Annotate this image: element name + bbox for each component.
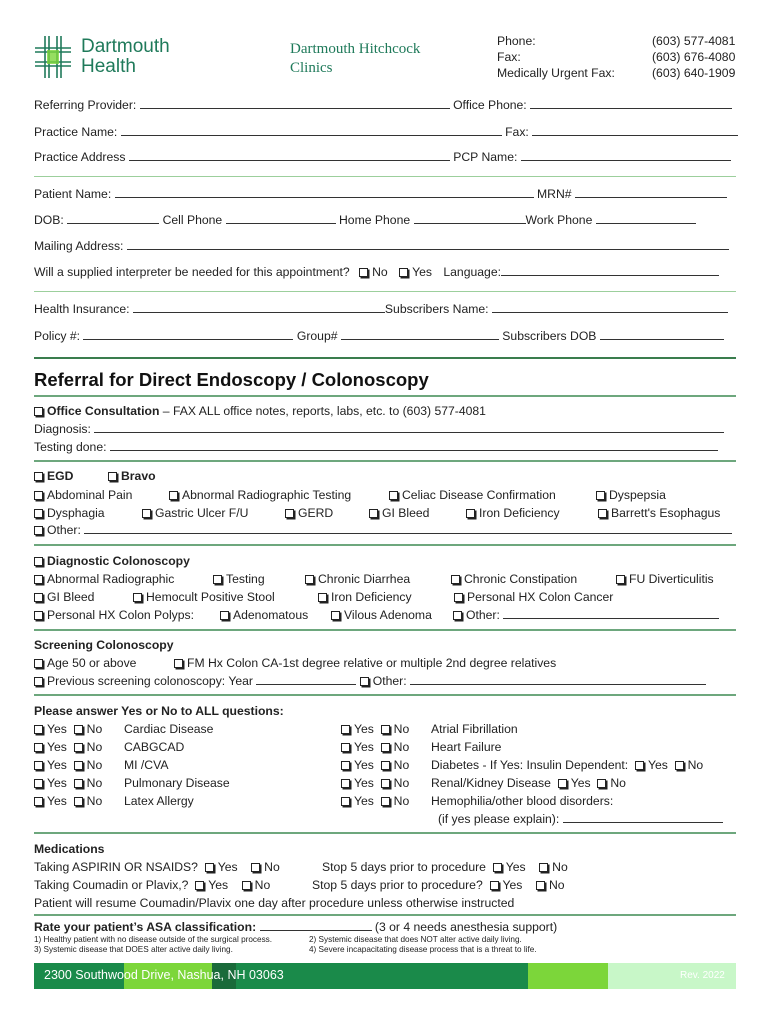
urgent-fax-value: (603) 640-1909 bbox=[652, 66, 736, 80]
no-checkbox[interactable] bbox=[381, 743, 390, 752]
egd-abnormal-radiographic: Abnormal Radiographic Testing bbox=[182, 488, 352, 502]
contact-labels bbox=[497, 33, 615, 81]
no-checkbox[interactable] bbox=[242, 881, 251, 890]
cell-phone-field[interactable] bbox=[226, 213, 336, 224]
testing-done-label: Testing done: bbox=[34, 440, 107, 454]
checkbox[interactable] bbox=[369, 509, 378, 518]
diag-option bbox=[305, 572, 410, 586]
no-checkbox[interactable] bbox=[381, 797, 390, 806]
medications-heading: Medications bbox=[34, 842, 105, 856]
work-phone-field[interactable] bbox=[596, 213, 696, 224]
resume-note: Patient will resume Coumadin/Plavix one day after procedure unless otherwise instructed bbox=[34, 896, 515, 910]
provider-row-1 bbox=[34, 98, 732, 112]
yes-label: Yes bbox=[354, 776, 374, 790]
stop1-question: Stop 5 days prior to procedure bbox=[322, 860, 486, 874]
egd-other-row bbox=[34, 523, 732, 537]
checkbox[interactable] bbox=[34, 509, 43, 518]
no-label: No bbox=[254, 878, 271, 892]
no-label: No bbox=[86, 758, 103, 772]
diag-iron-deficiency: Iron Deficiency bbox=[331, 590, 412, 604]
yes-checkbox[interactable] bbox=[341, 779, 350, 788]
provider-row-3 bbox=[34, 150, 731, 164]
checkbox[interactable] bbox=[220, 611, 229, 620]
subscribers-name-field[interactable] bbox=[492, 302, 728, 313]
no-label: No bbox=[687, 758, 704, 772]
yes-checkbox[interactable] bbox=[34, 761, 43, 770]
aspirin-row bbox=[34, 860, 280, 874]
office-phone-label: Office Phone: bbox=[453, 98, 527, 112]
screening-heading: Screening Colonoscopy bbox=[34, 638, 174, 652]
diag-abnormal-radiographic: Abnormal Radiographic bbox=[47, 572, 175, 586]
clinic-line1: Dartmouth Hitchcock bbox=[290, 41, 421, 57]
checkbox[interactable] bbox=[598, 509, 607, 518]
yes-label: Yes bbox=[647, 758, 668, 772]
checkbox[interactable] bbox=[360, 677, 369, 686]
mailing-address-label: Mailing Address: bbox=[34, 239, 124, 253]
q-pulmonary: Pulmonary Disease bbox=[124, 776, 230, 790]
policy-label: Policy #: bbox=[34, 329, 81, 343]
egd-option bbox=[369, 506, 429, 520]
referring-provider-field[interactable] bbox=[140, 98, 450, 109]
q-row bbox=[341, 722, 409, 736]
fax-label-provider: Fax: bbox=[505, 125, 529, 139]
practice-name-field[interactable] bbox=[121, 125, 502, 136]
no-checkbox[interactable] bbox=[539, 863, 548, 872]
egd-label: EGD bbox=[47, 469, 74, 483]
clinic-line2: Clinics bbox=[290, 60, 333, 76]
no-label: No bbox=[86, 722, 103, 736]
q-row bbox=[341, 776, 409, 790]
yes-checkbox[interactable] bbox=[34, 797, 43, 806]
no-checkbox[interactable] bbox=[381, 779, 390, 788]
office-consult-checkbox[interactable] bbox=[34, 407, 43, 416]
q-row bbox=[341, 740, 409, 754]
no-checkbox[interactable] bbox=[597, 779, 606, 788]
checkbox[interactable] bbox=[34, 491, 43, 500]
patient-row-1 bbox=[34, 187, 727, 201]
egd-other-label: Other: bbox=[47, 523, 81, 537]
no-label: No bbox=[548, 878, 565, 892]
yes-label: Yes bbox=[502, 878, 523, 892]
no-label: No bbox=[86, 776, 103, 790]
provider-row-2 bbox=[34, 125, 738, 139]
divider bbox=[34, 914, 736, 916]
office-consult-text: – FAX ALL office notes, reports, labs, etc. to (603) 577-4081 bbox=[159, 404, 486, 418]
q-explain-label: (if yes please explain): bbox=[438, 812, 560, 826]
q-diabetes: Diabetes - If Yes: Insulin Dependent: bbox=[431, 758, 629, 772]
yes-label: Yes bbox=[354, 758, 374, 772]
asa-class-4: 4) Severe incapacitating disease process that is a threat to life. bbox=[309, 945, 537, 954]
practice-address-label: Practice Address bbox=[34, 150, 126, 164]
q-mi-cva: MI /CVA bbox=[124, 758, 169, 772]
diag-personal-hx-polyps: Personal HX Colon Polyps: bbox=[47, 608, 194, 622]
diag-option bbox=[34, 572, 174, 586]
checkbox[interactable] bbox=[466, 509, 475, 518]
diag-hemocult: Hemocult Positive Stool bbox=[146, 590, 275, 604]
yes-checkbox[interactable] bbox=[34, 725, 43, 734]
q-cardiac: Cardiac Disease bbox=[124, 722, 214, 736]
logo-line2: Health bbox=[81, 56, 136, 77]
divider bbox=[34, 357, 736, 359]
diag-option bbox=[454, 590, 613, 604]
subscribers-dob-field[interactable] bbox=[600, 329, 724, 340]
phone-label: Phone: bbox=[497, 34, 536, 48]
asa-class-2: 2) Systemic disease that does NOT alter active daily living. bbox=[309, 935, 522, 944]
health-insurance-field[interactable] bbox=[133, 302, 385, 313]
testing-done-row bbox=[34, 440, 718, 454]
q-row bbox=[34, 776, 102, 790]
no-checkbox[interactable] bbox=[381, 725, 390, 734]
q-row bbox=[34, 794, 102, 808]
policy-field[interactable] bbox=[83, 329, 293, 340]
diag-vilous-adenoma: Vilous Adenoma bbox=[344, 608, 432, 622]
bravo-checkbox[interactable] bbox=[108, 472, 117, 481]
divider bbox=[34, 395, 736, 397]
checkbox[interactable] bbox=[453, 611, 462, 620]
diagnosis-label: Diagnosis: bbox=[34, 422, 91, 436]
insurance-row-2 bbox=[34, 329, 724, 343]
no-checkbox[interactable] bbox=[251, 863, 260, 872]
diag-gi-bleed: GI Bleed bbox=[47, 590, 95, 604]
egd-gi-bleed: GI Bleed bbox=[382, 506, 430, 520]
group-field[interactable] bbox=[341, 329, 499, 340]
yes-label: Yes bbox=[208, 878, 229, 892]
no-checkbox[interactable] bbox=[536, 881, 545, 890]
footer-rev: Rev. 2022 bbox=[680, 970, 725, 981]
fax-value: (603) 676-4080 bbox=[652, 50, 736, 64]
yes-checkbox[interactable] bbox=[341, 761, 350, 770]
diagnostic-checkbox[interactable] bbox=[34, 557, 43, 566]
egd-option bbox=[142, 506, 248, 520]
egd-gastric-ulcer: Gastric Ulcer F/U bbox=[155, 506, 249, 520]
yes-checkbox[interactable] bbox=[195, 881, 204, 890]
patient-row-3 bbox=[34, 239, 729, 253]
health-insurance-label: Health Insurance: bbox=[34, 302, 130, 316]
egd-barretts: Barrett's Esophagus bbox=[611, 506, 721, 520]
fax-field[interactable] bbox=[532, 125, 738, 136]
home-phone-field[interactable] bbox=[414, 213, 526, 224]
no-label: No bbox=[393, 722, 410, 736]
interpreter-no-checkbox[interactable] bbox=[359, 268, 368, 277]
yes-label: Yes bbox=[570, 776, 591, 790]
checkbox[interactable] bbox=[596, 491, 605, 500]
yes-checkbox[interactable] bbox=[558, 779, 567, 788]
no-checkbox[interactable] bbox=[74, 779, 83, 788]
q-explain-row bbox=[438, 812, 723, 826]
no-checkbox[interactable] bbox=[74, 743, 83, 752]
no-checkbox[interactable] bbox=[675, 761, 684, 770]
q-row bbox=[341, 794, 409, 808]
footer-band-lime-2 bbox=[528, 963, 608, 989]
egd-other-field[interactable] bbox=[84, 523, 732, 534]
diag-option bbox=[133, 590, 275, 604]
patient-row-2 bbox=[34, 213, 696, 227]
office-phone-field[interactable] bbox=[530, 98, 732, 109]
no-label: No bbox=[86, 794, 103, 808]
egd-option bbox=[466, 506, 560, 520]
egd-checkbox[interactable] bbox=[34, 472, 43, 481]
divider bbox=[34, 291, 736, 292]
q-explain-field[interactable] bbox=[563, 812, 723, 823]
checkbox[interactable] bbox=[305, 575, 314, 584]
checkbox[interactable] bbox=[169, 491, 178, 500]
checkbox[interactable] bbox=[318, 593, 327, 602]
yes-label: Yes bbox=[217, 860, 238, 874]
diag-other-field[interactable] bbox=[503, 608, 719, 619]
screening-previous: Previous screening colonoscopy: Year bbox=[47, 674, 253, 688]
stop2-row bbox=[312, 878, 565, 892]
pcp-name-label: PCP Name: bbox=[453, 150, 518, 164]
interpreter-yes-label: Yes bbox=[412, 265, 432, 279]
mailing-address-field[interactable] bbox=[127, 239, 729, 250]
egd-dysphagia: Dysphagia bbox=[47, 506, 105, 520]
checkbox[interactable] bbox=[213, 575, 222, 584]
diag-option bbox=[616, 572, 714, 586]
egd-iron-deficiency: Iron Deficiency bbox=[479, 506, 560, 520]
pcp-name-field[interactable] bbox=[521, 150, 731, 161]
yes-checkbox[interactable] bbox=[205, 863, 214, 872]
yes-label: Yes bbox=[47, 758, 67, 772]
divider bbox=[34, 832, 736, 834]
asa-field[interactable] bbox=[260, 920, 372, 931]
checkbox[interactable] bbox=[34, 677, 43, 686]
dob-field[interactable] bbox=[67, 213, 159, 224]
egd-celiac: Celiac Disease Confirmation bbox=[402, 488, 556, 502]
yes-label: Yes bbox=[47, 794, 67, 808]
diagnostic-heading-row bbox=[34, 554, 190, 568]
no-label: No bbox=[86, 740, 103, 754]
group-label: Group# bbox=[296, 329, 338, 343]
q-row bbox=[34, 722, 102, 736]
coumadin-row bbox=[34, 878, 270, 892]
yes-checkbox[interactable] bbox=[34, 743, 43, 752]
q-cabgcad: CABGCAD bbox=[124, 740, 185, 754]
checkbox[interactable] bbox=[454, 593, 463, 602]
diag-personal-hx-cancer: Personal HX Colon Cancer bbox=[467, 590, 614, 604]
home-phone-label: Home Phone bbox=[338, 213, 411, 227]
q-diabetes-row bbox=[431, 758, 703, 772]
yes-label: Yes bbox=[354, 794, 374, 808]
no-label: No bbox=[393, 776, 410, 790]
yes-checkbox[interactable] bbox=[490, 881, 499, 890]
diag-other-label: Other: bbox=[466, 608, 500, 622]
yes-checkbox[interactable] bbox=[341, 725, 350, 734]
yes-label: Yes bbox=[505, 860, 526, 874]
egd-option bbox=[285, 506, 333, 520]
yes-label: Yes bbox=[354, 722, 374, 736]
no-label: No bbox=[393, 758, 410, 772]
diagnostic-heading: Diagnostic Colonoscopy bbox=[47, 554, 190, 568]
bravo-option bbox=[108, 469, 156, 483]
phone-value: (603) 577-4081 bbox=[652, 34, 736, 48]
checkbox[interactable] bbox=[389, 491, 398, 500]
practice-name-label: Practice Name: bbox=[34, 125, 118, 139]
no-label: No bbox=[393, 794, 410, 808]
screening-year-field[interactable] bbox=[256, 674, 356, 685]
diag-chronic-diarrhea: Chronic Diarrhea bbox=[318, 572, 411, 586]
mrn-label: MRN# bbox=[537, 187, 572, 201]
egd-option bbox=[598, 506, 720, 520]
diagnosis-row bbox=[34, 422, 724, 436]
contact-values bbox=[652, 33, 735, 81]
stop1-row bbox=[322, 860, 568, 874]
checkbox[interactable] bbox=[451, 575, 460, 584]
no-label: No bbox=[552, 860, 568, 874]
testing-done-field[interactable] bbox=[110, 440, 718, 451]
divider bbox=[34, 544, 736, 546]
patient-name-label: Patient Name: bbox=[34, 187, 112, 201]
diag-option bbox=[213, 572, 265, 586]
q-row bbox=[34, 758, 102, 772]
fax-label: Fax: bbox=[497, 50, 521, 64]
q-renal-row bbox=[431, 776, 626, 790]
egd-gerd: GERD bbox=[298, 506, 334, 520]
diag-testing: Testing bbox=[226, 572, 265, 586]
screening-age: Age 50 or above bbox=[47, 656, 137, 670]
no-checkbox[interactable] bbox=[74, 725, 83, 734]
checkbox[interactable] bbox=[174, 659, 183, 668]
checkbox[interactable] bbox=[616, 575, 625, 584]
no-checkbox[interactable] bbox=[381, 761, 390, 770]
interpreter-yes-checkbox[interactable] bbox=[399, 268, 408, 277]
diag-option bbox=[451, 572, 577, 586]
yes-checkbox[interactable] bbox=[341, 797, 350, 806]
q-latex: Latex Allergy bbox=[124, 794, 194, 808]
divider bbox=[34, 176, 736, 177]
stop2-question: Stop 5 days prior to procedure? bbox=[312, 878, 483, 892]
q-renal: Renal/Kidney Disease bbox=[431, 776, 551, 790]
q-heart-failure: Heart Failure bbox=[431, 740, 502, 754]
diagnosis-field[interactable] bbox=[94, 422, 724, 433]
egd-dyspepsia: Dyspepsia bbox=[609, 488, 666, 502]
language-label: Language: bbox=[443, 265, 501, 279]
checkbox[interactable] bbox=[142, 509, 151, 518]
checkbox[interactable] bbox=[34, 611, 43, 620]
diag-option bbox=[34, 590, 94, 604]
dob-label: DOB: bbox=[34, 213, 64, 227]
divider bbox=[34, 629, 736, 631]
no-checkbox[interactable] bbox=[74, 761, 83, 770]
interpreter-no-label: No bbox=[372, 265, 388, 279]
egd-abdominal-pain: Abdominal Pain bbox=[47, 488, 133, 502]
asa-label: Rate your patient’s ASA classification: bbox=[34, 920, 257, 934]
screening-fm-hx: FM Hx Colon CA-1st degree relative or multiple 2nd degree relatives bbox=[187, 656, 557, 670]
no-label: No bbox=[610, 776, 626, 790]
egd-option bbox=[34, 506, 105, 520]
egd-option bbox=[169, 488, 351, 502]
checkbox[interactable] bbox=[34, 593, 43, 602]
yes-checkbox[interactable] bbox=[341, 743, 350, 752]
subscribers-name-label: Subscribers Name: bbox=[384, 302, 489, 316]
footer-address: 2300 Southwood Drive, Nashua, NH 03063 bbox=[44, 968, 284, 982]
checkbox[interactable] bbox=[34, 659, 43, 668]
checkbox[interactable] bbox=[331, 611, 340, 620]
checkbox[interactable] bbox=[133, 593, 142, 602]
urgent-fax-label: Medically Urgent Fax: bbox=[497, 66, 615, 80]
subscribers-dob-label: Subscribers DOB bbox=[502, 329, 597, 343]
diag-option bbox=[34, 608, 194, 622]
yes-checkbox[interactable] bbox=[635, 761, 644, 770]
q-row bbox=[341, 758, 409, 772]
screening-option bbox=[174, 656, 556, 670]
diag-chronic-constipation: Chronic Constipation bbox=[464, 572, 578, 586]
questions-heading: Please answer Yes or No to ALL questions: bbox=[34, 704, 284, 718]
screening-previous-row bbox=[34, 674, 706, 688]
checkbox[interactable] bbox=[34, 575, 43, 584]
referring-provider-label: Referring Provider: bbox=[34, 98, 137, 112]
practice-address-field[interactable] bbox=[129, 150, 450, 161]
egd-option bbox=[34, 488, 132, 502]
language-field[interactable] bbox=[501, 265, 719, 276]
screening-other: Other: bbox=[372, 674, 407, 688]
yes-label: Yes bbox=[47, 722, 67, 736]
aspirin-question: Taking ASPIRIN OR NSAIDS? bbox=[34, 860, 198, 874]
dartmouth-logo-icon bbox=[33, 34, 73, 80]
asa-class-1: 1) Healthy patient with no disease outside of the surgical process. bbox=[34, 935, 273, 944]
screening-option bbox=[34, 656, 136, 670]
mrn-field[interactable] bbox=[575, 187, 727, 198]
diag-option bbox=[331, 608, 432, 622]
patient-name-field[interactable] bbox=[115, 187, 534, 198]
diag-option bbox=[453, 608, 719, 622]
patient-row-4 bbox=[34, 265, 719, 279]
no-label: No bbox=[393, 740, 410, 754]
egd-option bbox=[389, 488, 556, 502]
logo-line1: Dartmouth bbox=[81, 36, 170, 57]
yes-label: Yes bbox=[354, 740, 374, 754]
divider bbox=[34, 694, 736, 696]
asa-class-3: 3) Systemic disease that DOES alter active daily living. bbox=[34, 945, 233, 954]
egd-option bbox=[34, 469, 73, 483]
diag-fu-diverticulitis: FU Diverticulitis bbox=[629, 572, 714, 586]
cell-phone-label: Cell Phone bbox=[162, 213, 223, 227]
diag-option bbox=[220, 608, 308, 622]
insurance-row-1 bbox=[34, 302, 728, 316]
office-consult-row bbox=[34, 404, 486, 418]
q-afib: Atrial Fibrillation bbox=[431, 722, 518, 736]
yes-checkbox[interactable] bbox=[34, 779, 43, 788]
coumadin-question: Taking Coumadin or Plavix,? bbox=[34, 878, 189, 892]
diag-option bbox=[318, 590, 412, 604]
yes-label: Yes bbox=[47, 776, 67, 790]
q-hemophilia: Hemophilia/other blood disorders: bbox=[431, 794, 614, 808]
egd-option bbox=[596, 488, 666, 502]
page-title: Referral for Direct Endoscopy / Colonoscopy bbox=[34, 369, 429, 390]
no-label: No bbox=[264, 860, 280, 874]
diag-adenomatous: Adenomatous bbox=[233, 608, 309, 622]
work-phone-label: Work Phone bbox=[525, 213, 593, 227]
divider bbox=[34, 460, 736, 462]
interpreter-question: Will a supplied interpreter be needed for this appointment? bbox=[34, 265, 350, 279]
yes-checkbox[interactable] bbox=[493, 863, 502, 872]
no-checkbox[interactable] bbox=[74, 797, 83, 806]
screening-other-field[interactable] bbox=[410, 674, 706, 685]
asa-note: (3 or 4 needs anesthesia support) bbox=[374, 920, 558, 934]
yes-label: Yes bbox=[47, 740, 67, 754]
egd-other-checkbox[interactable] bbox=[34, 526, 43, 535]
bravo-label: Bravo bbox=[121, 469, 156, 483]
q-row bbox=[34, 740, 102, 754]
checkbox[interactable] bbox=[285, 509, 294, 518]
logo bbox=[33, 34, 73, 80]
office-consult-label: Office Consultation bbox=[47, 404, 160, 418]
asa-row bbox=[34, 920, 557, 934]
